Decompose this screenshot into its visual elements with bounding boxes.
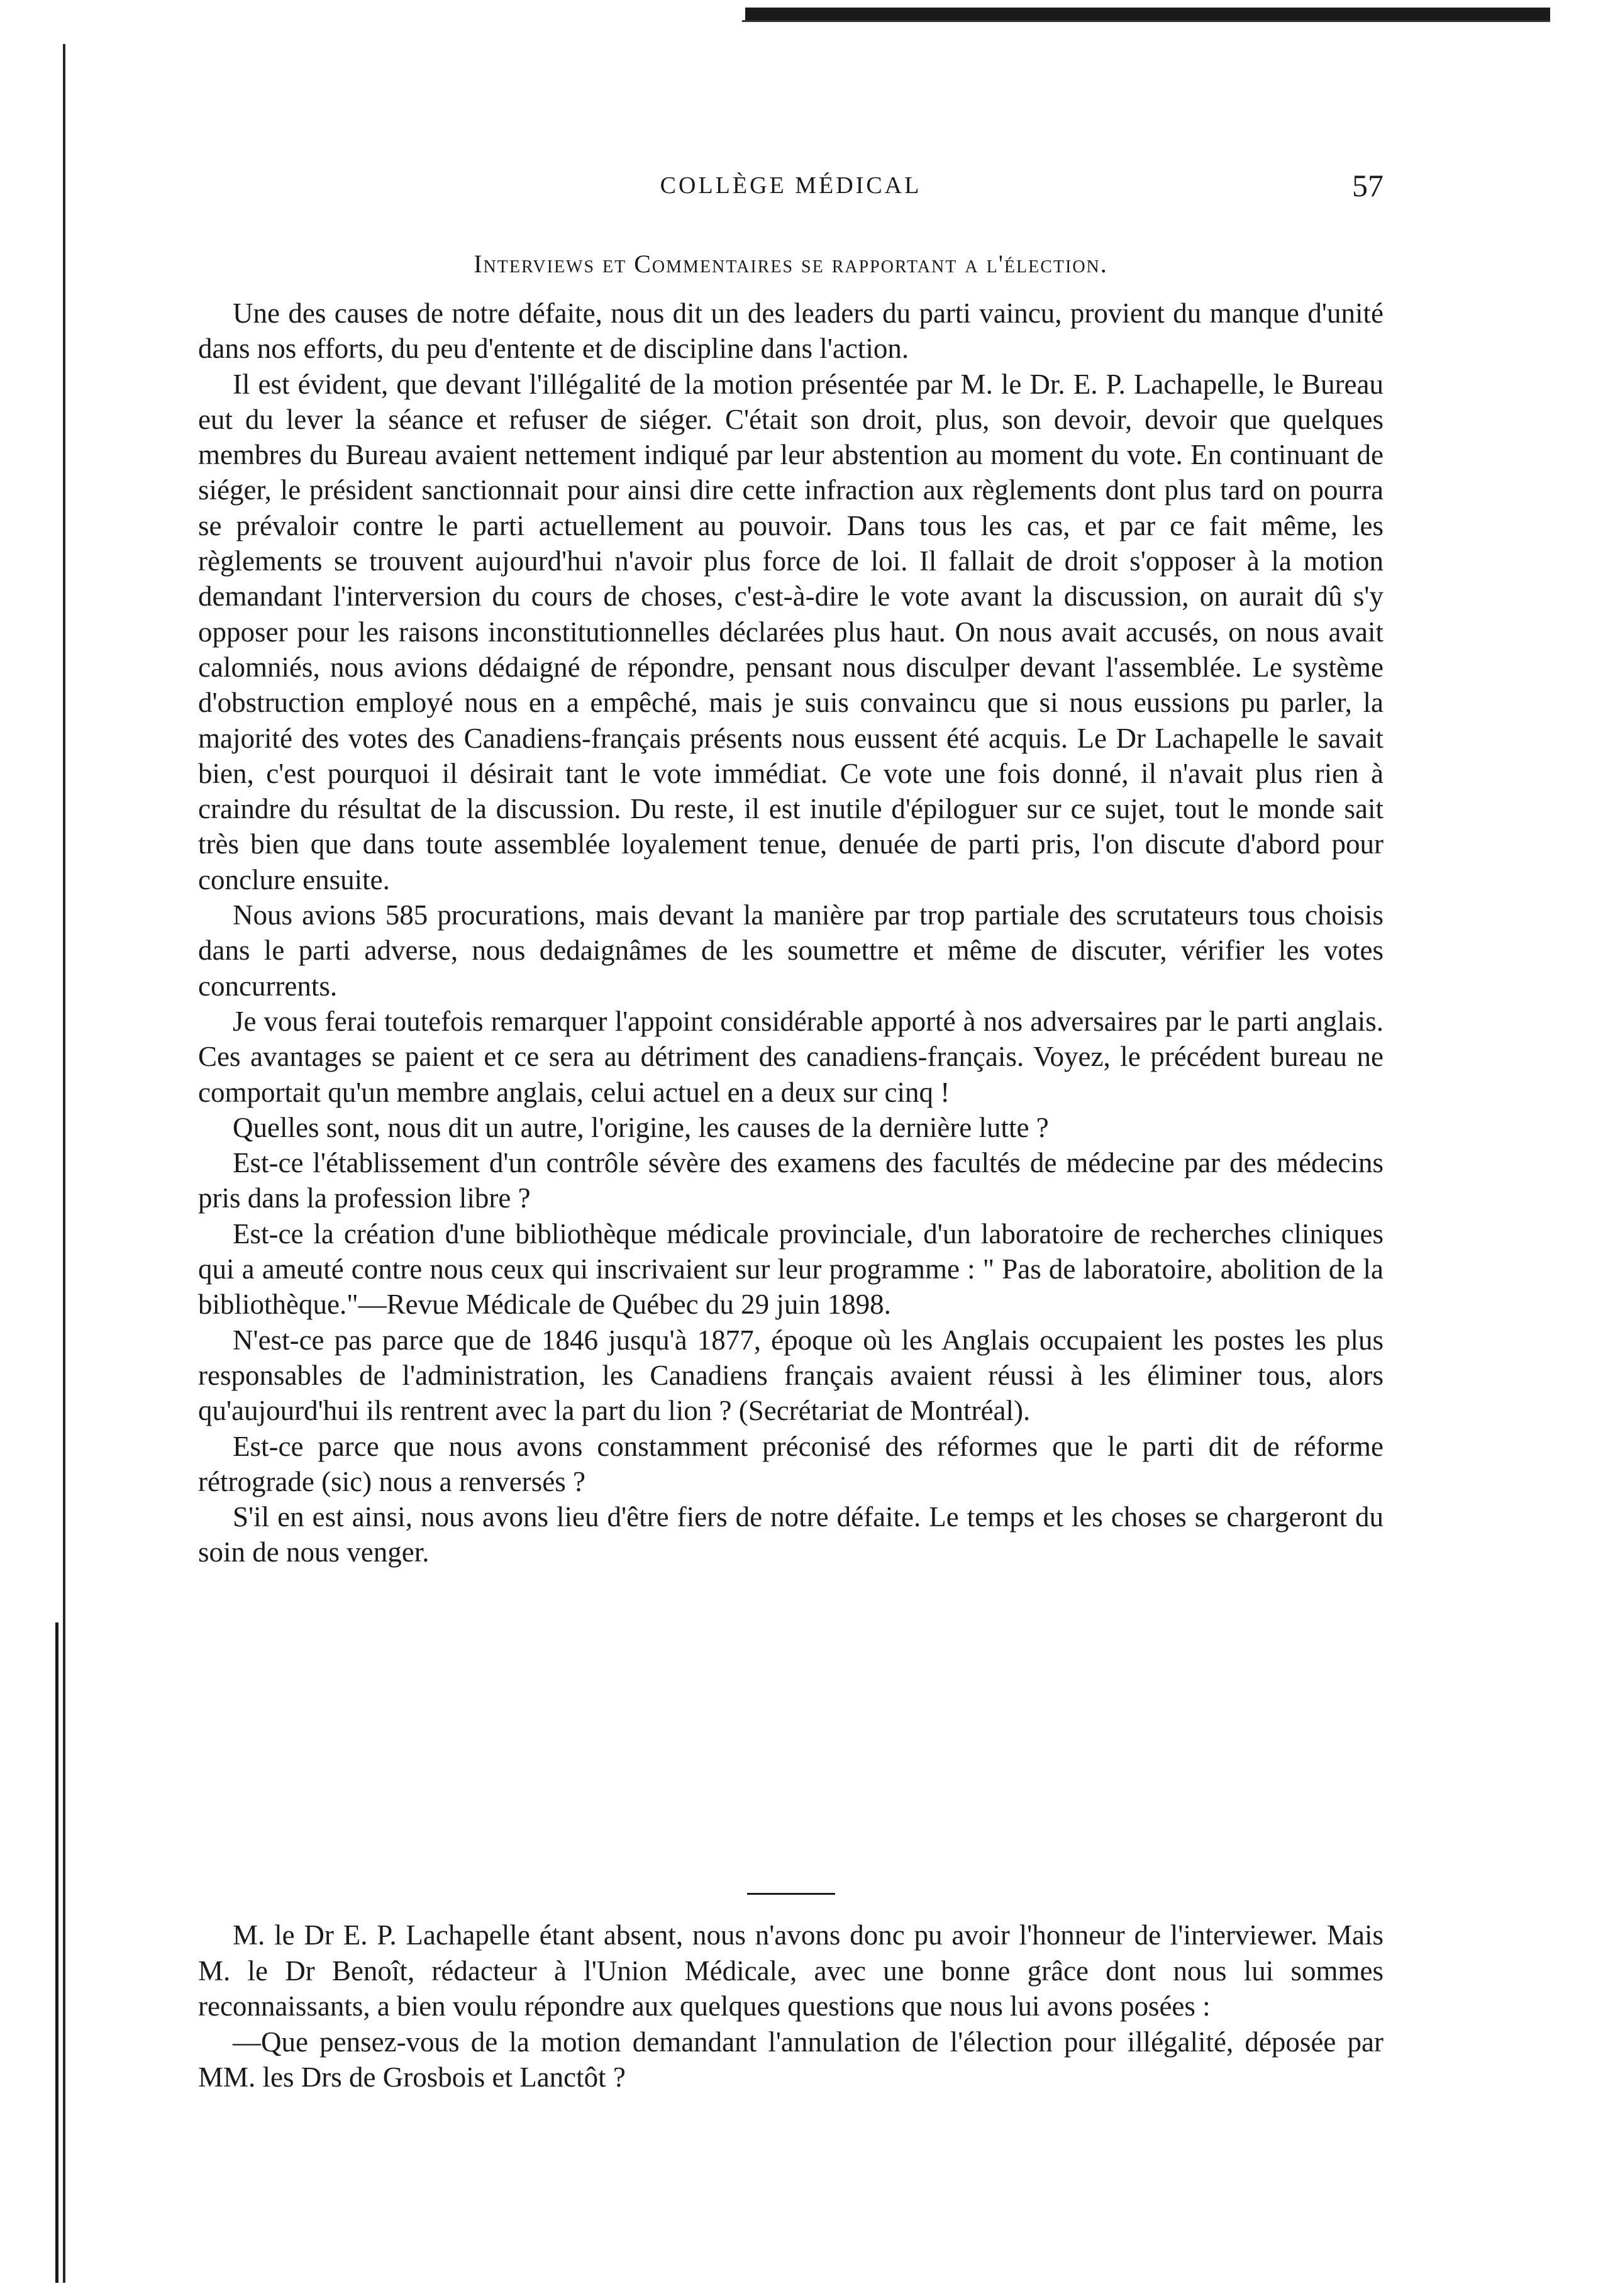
paragraph: Une des causes de notre défaite, nous dit un des leaders du parti vaincu, provient du manque d'unité dans nos efforts, du peu d'entente et de discipline dans l'action. [198, 297, 1383, 365]
section-heading: Interviews et Commentaires se rapportant a l'élection. [474, 250, 1108, 278]
paragraph: N'est-ce pas parce que de 1846 jusqu'à 1877, époque où les Anglais occupaient les postes les plus responsables de l'administration, les Canadiens français avaient réussi à les éliminer tous, alors qu'aujourd'hui ils rentrent avec la part du lion ? (Secrétariat de Montréal). [198, 1324, 1383, 1427]
paragraph: Est-ce la création d'une bibliothèque médicale provinciale, d'un laboratoire de recherches cliniques qui a ameuté contre nous ceux qui inscrivaient sur leur programme : " Pas de laboratoire, abolition de la bibliothèque."—Revue Médicale de Québec du 29 juin 1898. [198, 1217, 1383, 1321]
binding-edge-line [63, 44, 65, 2283]
top-edge-rule [742, 20, 1550, 22]
paragraph: Est-ce parce que nous avons constamment préconisé des réformes que le parti dit de réforme rétrograde (sic) nous a renversés ? [198, 1430, 1383, 1497]
paragraph: Je vous ferai toutefois remarquer l'appoint considérable apporté à nos adversaires par le parti anglais. Ces avantages se paient et ce sera au détriment des canadiens-français. Voyez, le précédent bureau ne comportait qu'un membre anglais, celui actuel en a deux sur cinq ! [198, 1005, 1383, 1108]
paragraph: —Que pensez-vous de la motion demandant l'annulation de l'élection pour illégalité, déposée par MM. les Drs de Grosbois et Lanctôt ? [198, 2026, 1383, 2093]
paragraph: Quelles sont, nous dit un autre, l'origine, les causes de la dernière lutte ? [233, 1111, 1049, 1143]
page-number: 57 [1352, 168, 1383, 203]
running-head-title: COLLÈGE MÉDICAL [660, 172, 922, 199]
running-head [198, 167, 1383, 204]
paragraph: Il est évident, que devant l'illégalité de la motion présentée par M. le Dr. E. P. Lachapelle, le Bureau eut du lever la séance et refuser de siéger. C'était son droit, plus, son devoir, devoir que quelques membres du Bureau avaient nettement indiqué par leur abstention au moment du vote. En continuant de siéger, le président sanctionnait pour ainsi dire cette infraction aux règlements dont plus tard on pourra se prévaloir contre le parti actuellement au pouvoir. Dans tous les cas, et par ce fait même, les règlements se trouvent aujourd'hui n'avoir plus force de loi. Il fallait de droit s'opposer à la motion demandant l'interversion du cours de choses, c'est-à-dire le vote avant la discussion, on aurait dû s'y opposer pour les raisons inconstitutionnelles déclarées plus haut. On nous avait accusés, on nous avait calomniés, nous avions dédaigné de répondre, pensant nous disculper devant l'assemblée. Le système d'obstruction employé nous en a empêché, mais je suis convaincu que si nous eussions pu parler, la majorité des votes des Canadiens-français présents nous eussent été acquis. Le Dr Lachapelle le savait bien, c'est pourquoi il désirait tant le vote immédiat. Ce vote une fois donné, il n'avait plus rien à craindre du résultat de la discussion. Du reste, il est inutile d'épiloguer sur ce sujet, tout le monde sait très bien que dans toute assemblée loyalement tenue, denuée de parti pris, l'on discute d'abord pour conclure ensuite. [198, 368, 1383, 896]
section-separator-rule [747, 1893, 835, 1895]
paragraph: S'il en est ainsi, nous avons lieu d'être fiers de notre défaite. Le temps et les choses se chargeront du soin de nous venger. [198, 1501, 1383, 1568]
paragraph: M. le Dr E. P. Lachapelle étant absent, nous n'avons donc pu avoir l'honneur de l'interviewer. Mais M. le Dr Benoît, rédacteur à l'Union Médicale, avec une bonne grâce dont nous lui sommes reconnaissants, a bien voulu répondre aux quelques questions que nous lui avons posées : [198, 1919, 1383, 2022]
article-body [198, 296, 1383, 1570]
paragraph: Nous avions 585 procurations, mais devant la manière par trop partiale des scrutateurs tous choisis dans le parti adverse, nous dedaignâmes de les soumettre et même de discuter, vérifier les votes concurrents. [198, 899, 1383, 1002]
interview-section [198, 1893, 1383, 2095]
top-edge-mark [745, 8, 1550, 21]
binding-edge-shadow [55, 1622, 58, 2283]
paragraph: Est-ce l'établissement d'un contrôle sévère des examens des facultés de médecine par des médecins pris dans la profession libre ? [198, 1147, 1383, 1214]
